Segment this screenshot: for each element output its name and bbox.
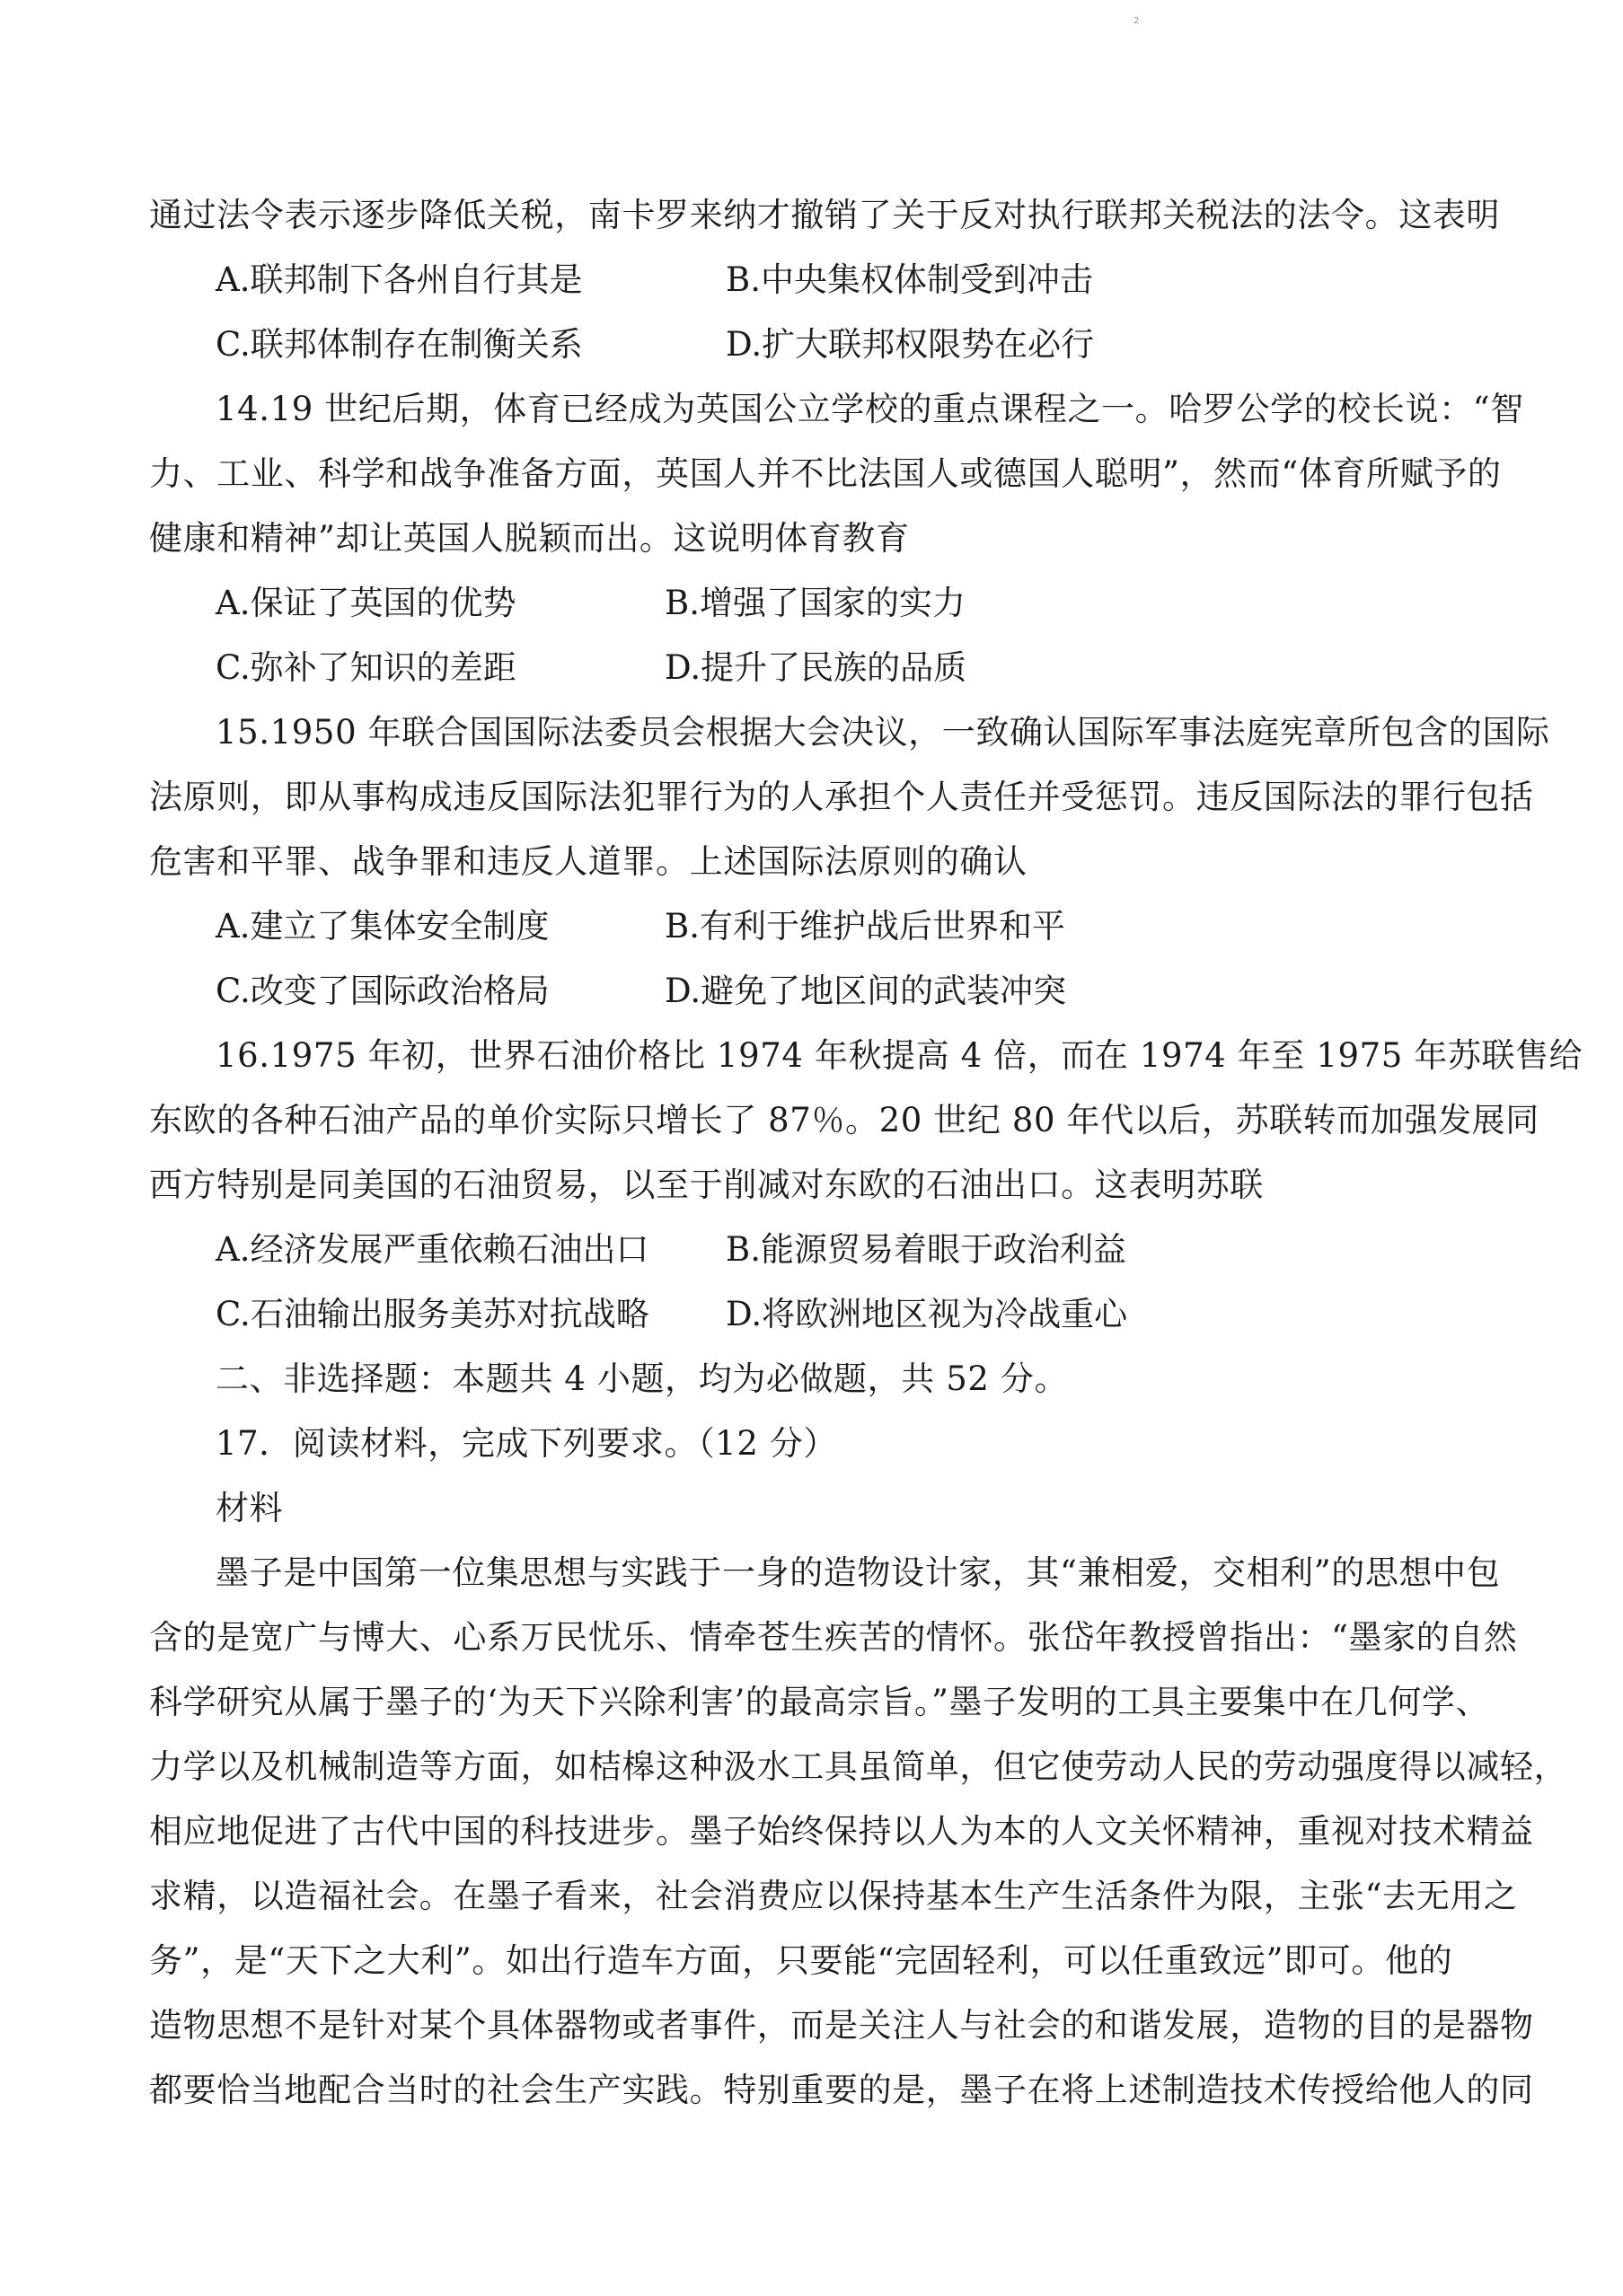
q17-material-line-5: 相应地促进了古代中国的科技进步。墨子始终保持以人为本的人文关怀精神，重视对技术精益 bbox=[149, 1812, 1534, 1851]
q13-option-b[interactable]: B.中央集权体制受到冲击 bbox=[726, 260, 1093, 299]
q15-option-d[interactable]: D.避免了地区间的武装冲突 bbox=[665, 972, 1067, 1010]
q17-material-line-8: 造物思想不是针对某个具体器物或者事件，而是关注人与社会的和谐发展，造物的目的是器物 bbox=[149, 2006, 1534, 2045]
section-heading: 二、非选择题：本题共 4 小题，均为必做题，共 52 分。 bbox=[216, 1359, 1069, 1398]
q15-option-b[interactable]: B.有利于维护战后世界和平 bbox=[665, 907, 1065, 946]
page-mark: 2 bbox=[1133, 16, 1140, 26]
q17-material-line-1: 墨子是中国第一位集思想与实践于一身的造物设计家，其“兼相爱，交相利”的思想中包 bbox=[216, 1553, 1501, 1592]
q16-stem-line-1: 16.1975 年初，世界石油价格比 1974 年秋提高 4 倍，而在 1974 年至 1975 年苏联售给 bbox=[216, 1036, 1583, 1075]
q17-material-line-7: 务”，是“天下之大利”。如出行造车方面，只要能“完固轻利，可以任重致远”即可。他的 bbox=[149, 1941, 1453, 1980]
q14-option-d[interactable]: D.提升了民族的品质 bbox=[665, 648, 967, 687]
q14-stem-line-2: 力、工业、科学和战争准备方面，英国人并不比法国人或德国人聪明”，然而“体育所赋予的 bbox=[149, 454, 1502, 493]
q13-option-a[interactable]: A.联邦制下各州自行其是 bbox=[216, 260, 583, 299]
q15-stem-line-1: 15.1950 年联合国国际法委员会根据大会决议，一致确认国际军事法庭宪章所包含的国际 bbox=[216, 713, 1550, 752]
q17-material-line-4: 力学以及机械制造等方面，如桔槔这种汲水工具虽简单，但它使劳动人民的劳动强度得以减轻， bbox=[149, 1747, 1568, 1786]
q16-stem-line-2: 东欧的各种石油产品的单价实际只增长了 87％。20 世纪 80 年代以后，苏联转而加强发展同 bbox=[149, 1101, 1539, 1139]
q14-stem-line-1: 14.19 世纪后期，体育已经成为英国公立学校的重点课程之一。哈罗公学的校长说：“智 bbox=[216, 390, 1524, 428]
q14-option-a[interactable]: A.保证了英国的优势 bbox=[216, 584, 516, 622]
q13-option-d[interactable]: D.扩大联邦权限势在必行 bbox=[726, 325, 1095, 364]
q15-stem-line-2: 法原则，即从事构成违反国际法犯罪行为的人承担个人责任并受惩罚。违反国际法的罪行包括 bbox=[149, 778, 1534, 816]
q17-material-line-9: 都要恰当地配合当时的社会生产实践。特别重要的是，墨子在将上述制造技术传授给他人的同 bbox=[149, 2071, 1534, 2109]
q15-option-c[interactable]: C.改变了国际政治格局 bbox=[216, 972, 550, 1010]
q17-heading: 17．阅读材料，完成下列要求。（12 分） bbox=[216, 1424, 838, 1463]
q14-option-c[interactable]: C.弥补了知识的差距 bbox=[216, 648, 516, 687]
q17-material-line-2: 含的是宽广与博大、心系万民忧乐、情牵苍生疾苦的情怀。张岱年教授曾指出：“墨家的自然 bbox=[149, 1618, 1518, 1657]
q15-stem-line-3: 危害和平罪、战争罪和违反人道罪。上述国际法原则的确认 bbox=[149, 842, 1028, 881]
q16-option-a[interactable]: A.经济发展严重依赖石油出口 bbox=[216, 1230, 649, 1269]
q16-option-c[interactable]: C.石油输出服务美苏对抗战略 bbox=[216, 1295, 649, 1333]
q17-material-label: 材料 bbox=[216, 1489, 284, 1527]
q14-stem-line-3: 健康和精神”却让英国人脱颖而出。这说明体育教育 bbox=[149, 519, 910, 558]
q16-stem-line-3: 西方特别是同美国的石油贸易，以至于削减对东欧的石油出口。这表明苏联 bbox=[149, 1166, 1264, 1204]
q13-stem-line: 通过法令表示逐步降低关税，南卡罗来纳才撤销了关于反对执行联邦关税法的法令。这表明 bbox=[149, 196, 1500, 234]
q13-option-c[interactable]: C.联邦体制存在制衡关系 bbox=[216, 325, 583, 364]
q17-material-line-3: 科学研究从属于墨子的‘为天下兴除利害’的最高宗旨。”墨子发明的工具主要集中在几何学、 bbox=[149, 1683, 1490, 1721]
q15-option-a[interactable]: A.建立了集体安全制度 bbox=[216, 907, 550, 946]
q14-option-b[interactable]: B.增强了国家的实力 bbox=[665, 584, 966, 622]
q16-option-b[interactable]: B.能源贸易着眼于政治利益 bbox=[726, 1230, 1126, 1269]
q17-material-line-6: 求精，以造福社会。在墨子看来，社会消费应以保持基本生产生活条件为限，主张“去无用之 bbox=[149, 1877, 1518, 1915]
q16-option-d[interactable]: D.将欧洲地区视为冷战重心 bbox=[726, 1295, 1128, 1333]
